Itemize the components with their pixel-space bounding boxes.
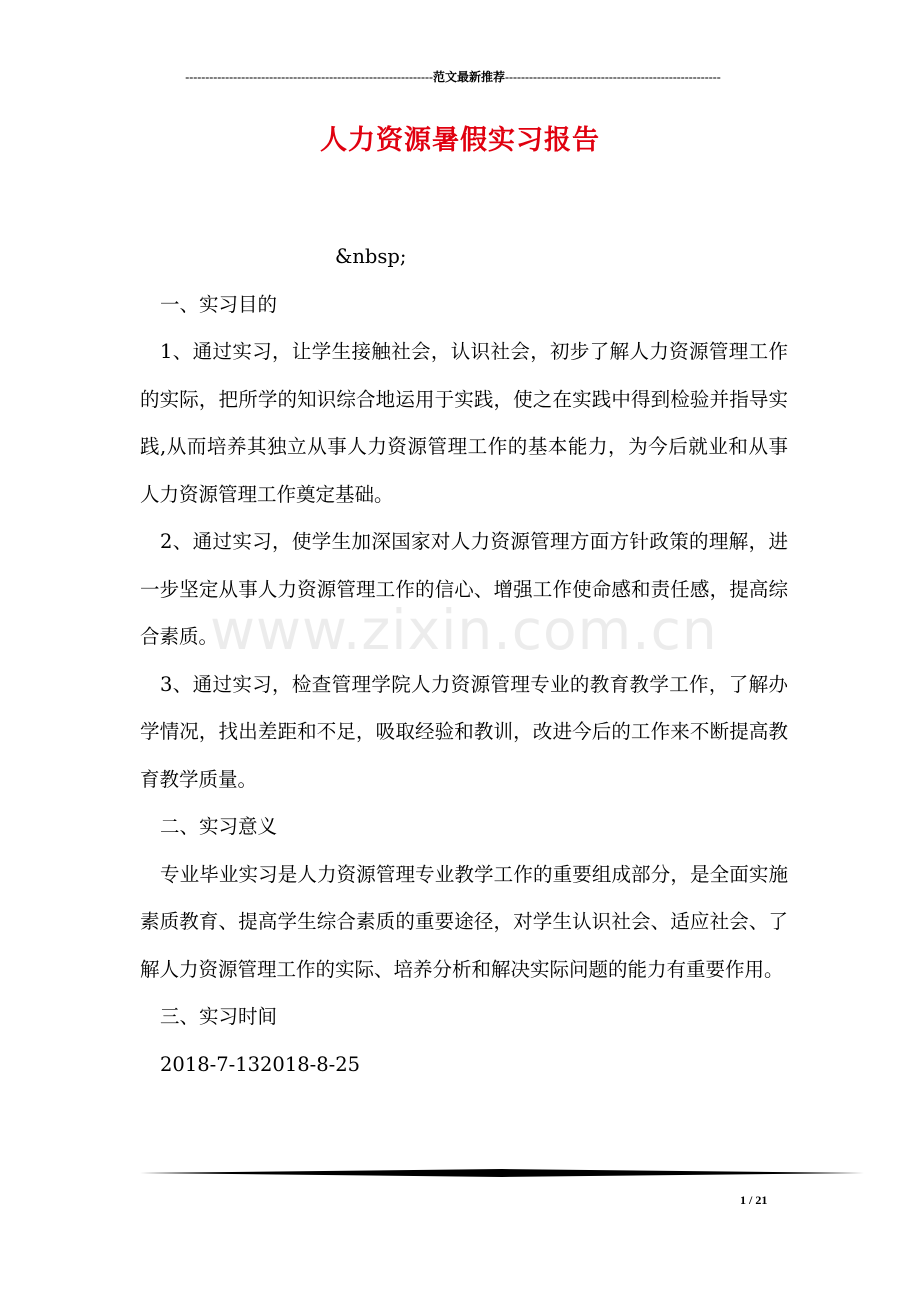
paragraph-3: 3、通过实习，检查管理学院人力资源管理专业的教育教学工作，了解办学情况，找出差距和不足，吸取经验和教训，改进今后的工作来不断提高教育教学质量。 (140, 672, 788, 791)
paragraph-4: 专业毕业实习是人力资源管理专业教学工作的重要组成部分，是全面实施素质教育、提高学生综合素质的重要途径，对学生认识社会、适应社会、了解人力资源管理工作的实际、培养分析和解决实际问题的能力有重要作用。 (140, 862, 788, 981)
document-body (140, 233, 788, 1088)
page-header: --------------------------------------------------------------范文最新推荐------------------------------------------------------ (185, 70, 721, 84)
nbsp-text: &nbsp; (335, 245, 407, 268)
document-title: 人力资源暑假实习报告 (320, 125, 600, 156)
paragraph-2: 2、通过实习，使学生加深国家对人力资源管理方面方针政策的理解，进一步坚定从事人力资源管理工作的信心、增强工作使命感和责任感，提高综合素质。 (140, 530, 788, 648)
section-heading-time: 三、实习时间 (160, 1005, 278, 1028)
paragraph-1: 1、通过实习，让学生接触社会，认识社会，初步了解人力资源管理工作的实际，把所学的知识综合地运用于实践，使之在实践中得到检验并指导实践,从而培养其独立从事人力资源管理工作的基本能力，为今后就业和从事人力资源管理工作奠定基础。 (140, 340, 788, 506)
section-heading-significance: 二、实习意义 (160, 815, 278, 838)
watermark: www.zixin.com.cn (210, 598, 718, 662)
section-heading-purpose: 一、实习目的 (160, 292, 278, 316)
internship-dates: 2018-7-132018-8-25 (160, 1052, 361, 1076)
page-number: 1 / 21 (740, 1193, 768, 1207)
footer-rule (140, 1168, 864, 1178)
